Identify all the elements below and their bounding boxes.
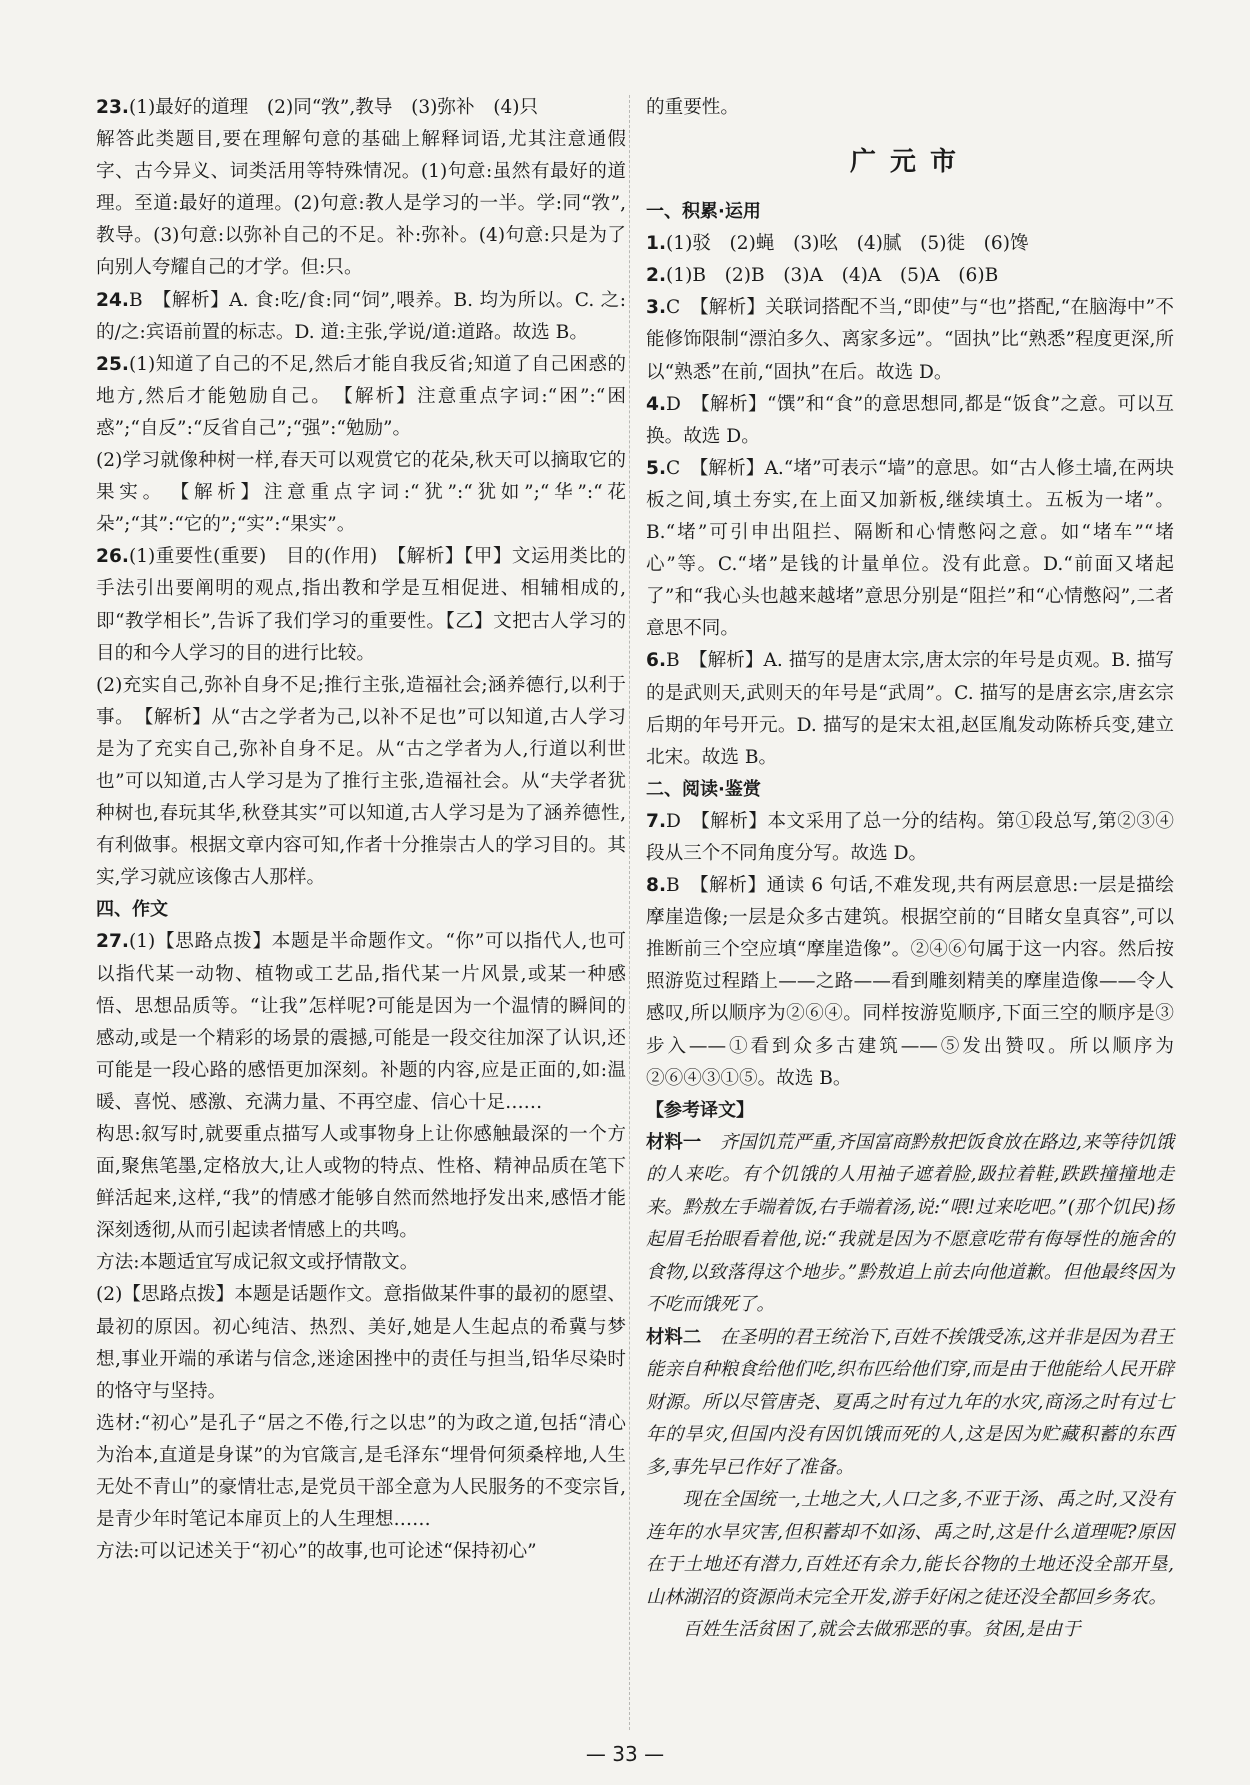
translation-paragraph	[646, 1484, 1174, 1614]
answer-text: 方法:本题适宜写成记叙文或抒情散文。	[96, 1252, 419, 1274]
answer-text: (1)重要性(重要) 目的(作用) 【解析】【甲】文运用类比的手法引出要阐明的观点,指出教和学是互相促进、相辅相成的,即“教学相长”,告诉了我们学习的重要性。【乙】文把古人学习的目的和今人学习的目的进行比较。	[96, 546, 626, 664]
translation-text: 齐国饥荒严重,齐国富商黔敖把饭食放在路边,来等待饥饿的人来吃。有个饥饿的人用袖子遮着脸,趿拉着鞋,跌跌撞撞地走来。黔敖左手端着饭,右手端着汤,说:“喂!过来吃吧。”(那个饥民)扬起眉毛抬眼看着他,说:“我就是因为不愿意吃带有侮辱性的施舍的食物,以致落得这个地步。”黔敖追上前去向他道歉。但他最终因为不吃而饿死了。	[646, 1131, 1174, 1316]
question-number: 5.	[646, 457, 667, 479]
question-number: 24.	[96, 289, 129, 311]
translation-paragraph	[646, 1127, 1174, 1322]
answer-text: B 【解析】A. 描写的是唐太宗,唐太宗的年号是贞观。B. 描写的是武则天,武则天的年号是“武周”。C. 描写的是唐玄宗,唐玄宗后期的年号开元。D. 描写的是宋太祖,赵匡胤发动陈桥兵变,建立北宋。故选 B。	[646, 650, 1174, 768]
translation-text: 现在全国统一,土地之大,人口之多,不亚于汤、禹之时,又没有连年的水旱灾害,但积蓄却不如汤、禹之时,这是什么道理呢?原因在于土地还有潜力,百姓还有余力,能长谷物的土地还没全部开垦,山林湖沼的资源尚未完全开发,游手好闲之徒还没全都回乡务农。	[646, 1489, 1174, 1608]
column-divider	[629, 95, 630, 1730]
answer-text: 构思:叙写时,就要重点描写人或事物身上让你感触最深的一个方面,聚焦笔墨,定格放大,让人或物的特点、性格、精神品质在笔下鲜活起来,这样,“我”的情感才能够自然而然地抒发出来,感悟才能深刻透彻,从而引起读者情感上的共鸣。	[96, 1124, 626, 1242]
answer-text: (1)知道了自己的不足,然后才能自我反省;知道了自己困惑的地方,然后才能勉励自己。 【解析】注意重点字词:“困”:“困惑”;“自反”:“反省自己”;“强”:“勉励”。	[96, 353, 626, 439]
answer-text: C 【解析】A.“堵”可表示“墙”的意思。如“古人修土墙,在两块板之间,填土夯实,在上面又加新板,继续填土。五板为一堵”。B.“堵”可引申出阻拦、隔断和心情憋闷之意。如“堵车”“堵心”等。C.“堵”是钱的计量单位。没有此意。D.“前面又堵起了”和“我心头也越来越堵”意思分别是“阻拦”和“心情憋闷”,二者意思不同。	[646, 457, 1174, 640]
answer-text: D 【解析】“馔”和“食”的意思想同,都是“饭食”之意。可以互换。故选 D。	[646, 393, 1174, 447]
answer-text: 选材:“初心”是孔子“居之不倦,行之以忠”的为政之道,包括“清心为治本,直道是身谋”的为官箴言,是毛泽东“埋骨何须桑梓地,人生无处不青山”的豪情壮志,是党员干部全意为人民服务的不变宗旨,是青少年时笔记本扉页上的人生理想……	[96, 1412, 626, 1531]
left-answer-item	[96, 1536, 626, 1568]
answer-text: C 【解析】关联词搭配不当,“即使”与“也”搭配,“在脑海中”不能修饰限制“漂泊多久、离家多远”。“固执”比“熟悉”程度更深,所以“熟悉”在前,“固执”在后。故选 D。	[646, 297, 1174, 383]
section-heading-accumulation: 一、积累·运用	[646, 201, 761, 223]
question-number: 4.	[646, 393, 667, 415]
left-answer-item	[96, 124, 626, 284]
question-number: 3.	[646, 297, 667, 319]
answer-text: (2)【思路点拨】本题是话题作文。意指做某件事的最初的愿望、最初的原因。初心纯洁、热烈、美好,她是人生起点的希冀与梦想,事业开端的承诺与信念,迷途困挫中的责任与担当,铅华尽染时的恪守与坚持。	[96, 1284, 626, 1402]
left-answer-item	[96, 285, 626, 349]
answer-text: (1)驳 (2)蝇 (3)吆 (4)腻 (5)徙 (6)馋	[666, 233, 1029, 255]
left-answer-item	[96, 1408, 626, 1536]
right-heading: 二、阅读·鉴赏	[646, 778, 761, 800]
continued-text: 的重要性。	[646, 97, 739, 118]
left-answer-item	[96, 670, 626, 895]
page-number: — 33 —	[585, 1742, 665, 1766]
left-column	[96, 92, 626, 1568]
left-answer-item	[96, 92, 626, 124]
left-answer-item	[96, 541, 626, 669]
question-number: 23.	[96, 97, 129, 118]
left-heading: 四、作文	[96, 899, 168, 921]
left-answer-item	[96, 1279, 626, 1407]
question-number: 26.	[96, 546, 129, 568]
answer-text: 方法:可以记述关于“初心”的故事,也可论述“保持初心”	[96, 1541, 537, 1563]
material-label: 材料一	[646, 1131, 720, 1153]
right-answer-item	[646, 389, 1174, 453]
answer-text: (1)【思路点拨】本题是半命题作文。“你”可以指代人,也可以指代某一动物、植物或工艺品,指代某一片风景,或某一种感悟、思想品质等。“让我”怎样呢?可能是因为一个温情的瞬间的感动,或是一个精彩的场景的震撼,可能是一段交往加深了认识,还可能是一段心路的感悟更加深刻。补题的内容,应是正面的,如:温暖、喜悦、感激、充满力量、不再空虚、信心十足……	[96, 931, 626, 1113]
city-title: 广元市	[849, 147, 970, 178]
answer-text: B 【解析】通读 6 句话,不难发现,共有两层意思:一层是描绘摩崖造像;一层是众多古建筑。根据空前的“目睹女皇真容”,可以推断前三个空应填“摩崖造像”。②④⑥句属于这一内容。然后按照游览过程踏上——之路——看到雕刻精美的摩崖造像——令人感叹,所以顺序为②⑥④。同样按游览顺序,下面三空的顺序是③步入——①看到众多古建筑——⑤发出赞叹。所以顺序为②⑥④③①⑤。故选 B。	[646, 875, 1174, 1089]
right-answer-item	[646, 645, 1174, 773]
translation-text: 在圣明的君王统治下,百姓不挨饿受冻,这并非是因为君王能亲自种粮食给他们吃,织布匹给他们穿,而是由于他能给人民开辟财源。所以尽管唐尧、夏禹之时有过九年的水灾,商汤之时有过七年的旱灾,但国内没有因饥饿而死的人,这是因为贮藏积蓄的东西多,事先早已作好了准备。	[646, 1326, 1174, 1478]
left-answer-item	[96, 349, 626, 445]
answer-text: (2)学习就像种树一样,春天可以观赏它的花朵,秋天可以摘取它的果实。 【解析】注意重点字词:“犹”:“犹如”;“华”:“花朵”;“其”:“它的”;“实”:“果实”。	[96, 450, 626, 536]
right-heading: 【参考译文】	[646, 1099, 754, 1121]
answer-text: 解答此类题目,要在理解句意的基础上解释词语,尤其注意通假字、古今异义、词类活用等特殊情况。(1)句意:虽然有最好的道理。至道:最好的道理。(2)句意:教人是学习的一半。学:同“敩”,教导。(3)句意:以弥补自己的不足。补:弥补。(4)句意:只是为了向别人夸耀自己的才学。但:只。	[96, 129, 626, 279]
translation-paragraph	[646, 1614, 1174, 1647]
answer-text: B 【解析】A. 食:吃/食:同“饲”,喂养。B. 均为所以。C. 之:的/之:宾语前置的标志。D. 道:主张,学说/道:道路。故选 B。	[96, 289, 626, 343]
right-answer-item	[646, 870, 1174, 1095]
question-number: 8.	[646, 875, 667, 897]
left-answer-item	[96, 1119, 626, 1247]
question-number: 6.	[646, 650, 667, 672]
right-answer-item	[646, 292, 1174, 388]
question-number: 2.	[646, 265, 667, 287]
right-answer-item	[646, 228, 1174, 260]
left-answer-item	[96, 1247, 626, 1279]
question-number: 25.	[96, 353, 129, 375]
answer-text: D 【解析】本文采用了总一分的结构。第①段总写,第②③④段从三个不同角度分写。故选 D。	[646, 810, 1174, 864]
reference-translation	[646, 1127, 1174, 1647]
left-answer-item	[96, 445, 626, 541]
right-answer-item	[646, 453, 1174, 646]
right-column	[646, 92, 1174, 1647]
material-label: 材料二	[646, 1326, 720, 1348]
translation-paragraph	[646, 1322, 1174, 1485]
answer-text: (1)B (2)B (3)A (4)A (5)A (6)B	[666, 265, 999, 287]
left-answer-item	[96, 926, 626, 1119]
question-number: 1.	[646, 233, 667, 255]
answer-text: (1)最好的道理 (2)同“敩”,教导 (3)弥补 (4)只	[128, 97, 539, 118]
question-number: 7.	[646, 810, 667, 832]
translation-text: 百姓生活贫困了,就会去做邪恶的事。贫困,是由于	[682, 1619, 1081, 1641]
right-answer-item	[646, 806, 1174, 870]
question-number: 27.	[96, 931, 129, 953]
right-answers	[646, 228, 1174, 1127]
right-answer-item	[646, 260, 1174, 292]
answer-text: (2)充实自己,弥补自身不足;推行主张,造福社会;涵养德行,以利于事。 【解析】从“古之学者为己,以补不足也”可以知道,古人学习是为了充实自己,弥补自身不足。从“古之学者为人,行道以利世也”可以知道,古人学习是为了推行主张,造福社会。从“夫学者犹种树也,春玩其华,秋登其实”可以知道,古人学习是为了涵养德性,有利做事。根据文章内容可知,作者十分推崇古人的学习目的。其实,学习就应该像古人那样。	[96, 674, 626, 889]
